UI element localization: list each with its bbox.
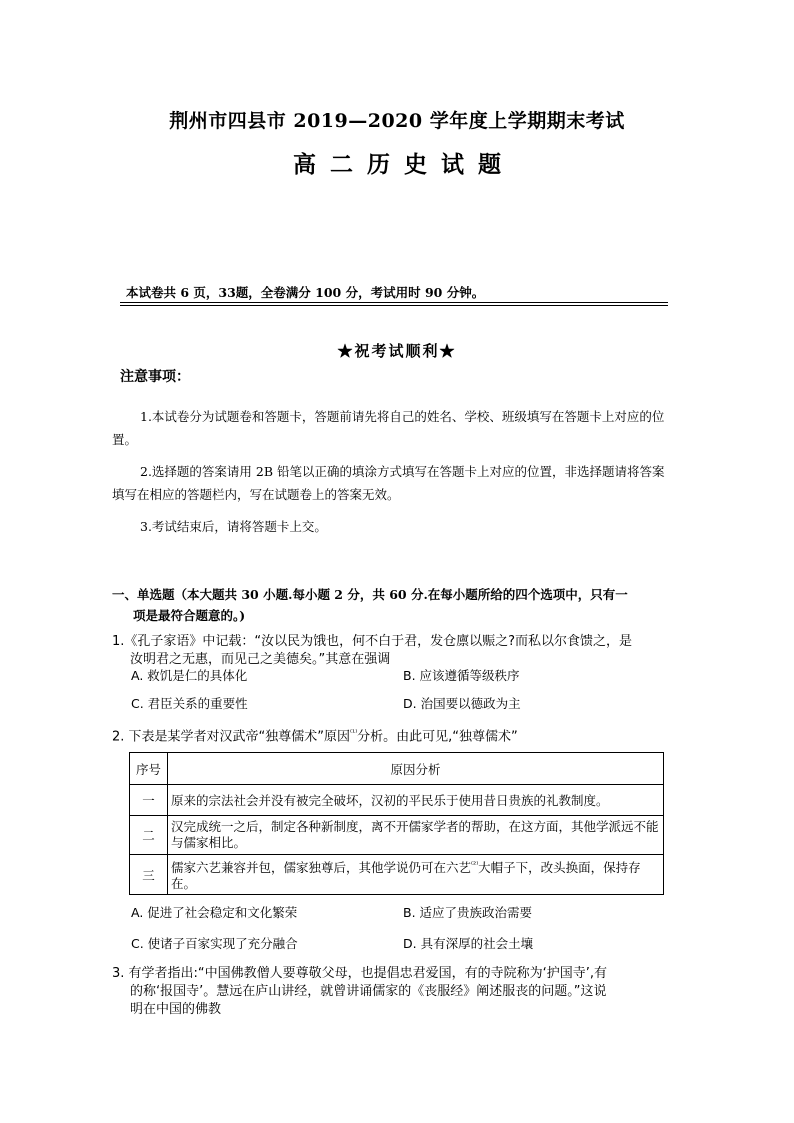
good-luck-banner: ★祝考试顺利★ [337, 342, 457, 360]
table-cell-number: 一 [130, 785, 168, 816]
question-2-option-d: D. 具有深厚的社会土壤 [403, 936, 534, 951]
question-2-option-b: B. 适应了贵族政治需要 [403, 905, 533, 920]
question-1-option-a: A. 救饥是仁的具体化 [131, 668, 248, 683]
question-1-option-c: C. 君臣关系的重要性 [131, 696, 248, 711]
table-header-analysis: 原因分析 [168, 753, 664, 785]
notice-heading: 注意事项： [120, 369, 190, 385]
exam-subtitle: 高二历史试题 [293, 151, 515, 178]
notice-item [112, 515, 672, 538]
question-3-line2: 的称‘报国寺’。慧远在庐山讲经，就曾讲诵儒家的《丧服经》阐述服丧的问题。”这说 [130, 984, 607, 999]
table-cell-text: 汉完成统一之后，制定各种新制度，离不开儒家学者的帮助，在这方面，其他学派远不能与儒家相比。 [168, 816, 664, 855]
footnote-marker: ⁽¹⁾ [350, 728, 358, 737]
question-3-line1: 3. 有学者指出:“中国佛教僧人要尊敬父母，也提倡忠君爱国，有的寺院称为‘护国寺’,有 [112, 966, 608, 981]
table-header-row [130, 753, 664, 785]
footnote-marker: ⁽²⁾ [471, 860, 479, 869]
question-1-stem [112, 633, 684, 669]
question-2-option-c: C. 使诸子百家实现了充分融合 [131, 936, 298, 951]
divider-line [120, 305, 668, 306]
table-cell-text [168, 855, 664, 895]
question-1-line2: 汝明君之无惠，而见己之美德矣。”其意在强调 [130, 652, 391, 667]
question-1-option-d: D. 治国要以德政为主 [403, 696, 521, 711]
question-2-stem-a: 2. 下表是某学者对汉武帝“独尊儒术”原因 [112, 729, 351, 745]
table-cell-number: 三 [130, 855, 168, 895]
section-heading [112, 584, 684, 626]
divider-line [120, 302, 668, 303]
question-3-stem [112, 965, 684, 1019]
question-1-option-b: B. 应该遵循等级秩序 [403, 668, 520, 683]
notice-item-text: 1.本试卷分为试题卷和答题卡，答题前请先将自己的姓名、学校、班级填写在答题卡上对应的位置。 [112, 409, 665, 447]
notice-item-text: 2.选择题的答案请用 2B 铅笔以正确的填涂方式填写在答题卡上对应的位置，非选择题请将答案填写在相应的答题栏内，写在试题卷上的答案无效。 [112, 464, 665, 502]
exam-info: 本试卷共 6 页，33题，全卷满分 100 分，考试用时 90 分钟。 [126, 285, 485, 300]
notice-item-text: 3.考试结束后，请将答题卡上交。 [140, 519, 327, 534]
notice-item [112, 460, 672, 506]
table-row [130, 785, 664, 816]
section-heading-line1: 一、单选题（本大题共 30 小题.每小题 2 分，共 60 分.在每小题所给的四个选项中，只有一 [112, 587, 628, 602]
notice-item [112, 405, 672, 451]
question-2-option-a: A. 促进了社会稳定和文化繁荣 [131, 905, 298, 920]
exam-title: 荆州市四县市 2019—2020 学年度上学期期末考试 [169, 110, 625, 132]
table-header-number: 序号 [130, 753, 168, 785]
table-cell-number: 二 [130, 816, 168, 855]
table-cell-text-a: 儒家六艺兼容并包，儒家独尊后，其他学说仍可在六艺 [171, 860, 472, 876]
table-row [130, 816, 664, 855]
table-cell-text: 原来的宗法社会并没有被完全破坏，汉初的平民乐于使用昔日贵族的礼教制度。 [168, 785, 664, 816]
reason-analysis-table [129, 752, 664, 895]
section-heading-line2: 项是最符合题意的。) [133, 608, 246, 623]
question-3-line3: 明在中国的佛教 [130, 1002, 222, 1017]
question-2-stem [112, 724, 684, 746]
question-2-stem-b: 分析。由此可见,“独尊儒术” [357, 729, 518, 745]
question-1-line1: 1.《孔子家语》中记载：“汝以民为饿也，何不白于君，发仓廪以赈之?而私以尔食馈之，是 [112, 634, 633, 649]
table-cell-text-b: 大帽子下，改头换面，保持存在。 [171, 860, 641, 892]
table-row [130, 855, 664, 895]
